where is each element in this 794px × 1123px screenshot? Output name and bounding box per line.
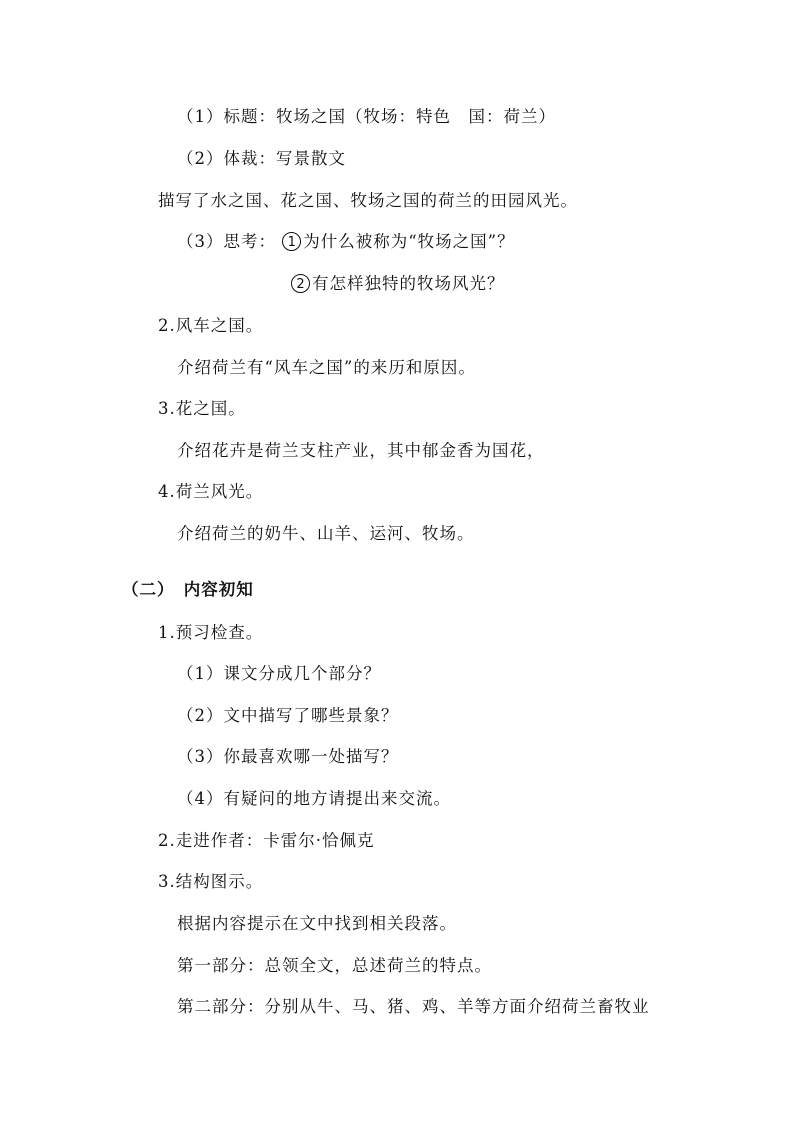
author-heading: 2.走进作者：卡雷尔·恰佩克 (158, 831, 375, 850)
think-item (177, 231, 515, 253)
preview-question-2: （2）文中描写了哪些景象？ (177, 706, 399, 725)
preview-question-1: （1）课文分成几个部分？ (177, 664, 381, 683)
section-heading: （二） 内容初知 (122, 580, 254, 599)
structure-heading: 3.结构图示。 (158, 872, 264, 891)
structure-part-1: 第一部分：总领全文，总述荷兰的特点。 (177, 956, 492, 975)
structure-hint: 根据内容提示在文中找到相关段落。 (177, 914, 457, 933)
item-heading-scenery: 4.荷兰风光。 (158, 482, 264, 501)
item-heading-windmill: 2.风车之国。 (158, 316, 264, 335)
title-item: （1）标题：牧场之国（牧场：特色 国：荷兰） (177, 107, 556, 126)
genre-item: （2）体裁：写景散文 (177, 149, 346, 168)
preview-question-3: （3）你最喜欢哪一处描写？ (177, 747, 399, 766)
circled-number-2: 2 (291, 274, 310, 293)
preview-heading: 1.预习检查。 (158, 623, 264, 642)
item-desc-windmill: 介绍荷兰有“风车之国”的来历和原因。 (177, 358, 476, 377)
think-question-1: 为什么被称为“牧场之国”？ (303, 232, 515, 251)
item-desc-scenery: 介绍荷兰的奶牛、山羊、运河、牧场。 (177, 524, 475, 543)
think-question-2-row (291, 273, 505, 295)
circled-number-1: 1 (282, 232, 301, 251)
structure-part-2: 第二部分：分别从牛、马、猪、鸡、羊等方面介绍荷兰畜牧业 (177, 997, 650, 1016)
item-desc-flower: 介绍花卉是荷兰支柱产业，其中郁金香为国花， (177, 441, 545, 460)
think-question-2: 有怎样独特的牧场风光？ (312, 274, 505, 293)
summary-text: 描写了水之国、花之国、牧场之国的荷兰的田园风光。 (158, 191, 578, 210)
think-label: （3）思考： (177, 232, 276, 251)
preview-question-4: （4）有疑问的地方请提出来交流。 (177, 789, 451, 808)
item-heading-flower: 3.花之国。 (158, 399, 246, 418)
